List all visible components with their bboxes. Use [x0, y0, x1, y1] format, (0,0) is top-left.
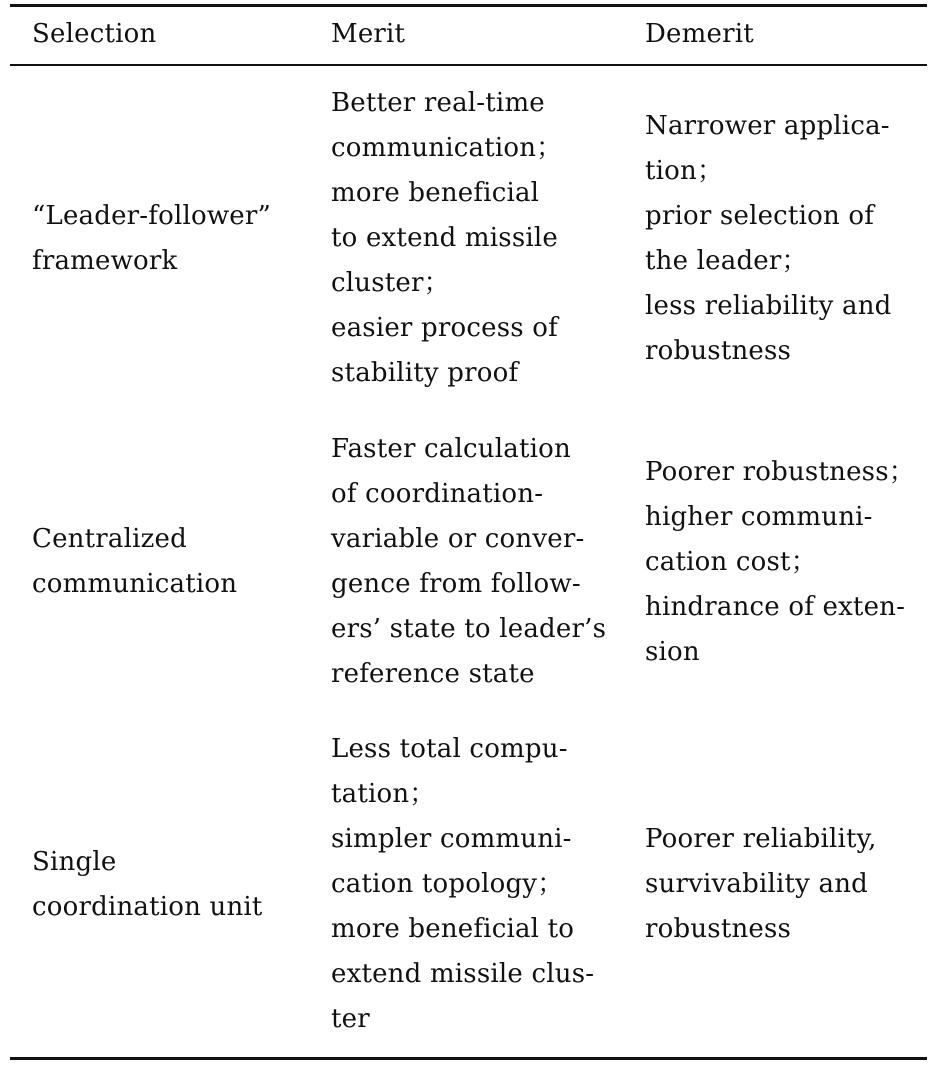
- row-3-demerit: Poorer reliability, survivability and robustness: [645, 824, 877, 944]
- row-2-demerit: Poorer robustness； higher communi- cation cost； hindrance of exten- sion: [645, 457, 915, 667]
- row-2-selection: Centralized communication: [32, 524, 238, 599]
- row-3-merit: Less total compu- tation； simpler communi- cation topology； more beneficial to extend missile clus- ter: [331, 734, 595, 1034]
- row-1-selection: “Leader-follower” framework: [32, 201, 272, 276]
- table-top-rule: [10, 4, 927, 7]
- row-2-merit: Faster calculation of coordination- variable or conver- gence from follow- ers’ state to leader’s reference state: [331, 434, 607, 689]
- header-selection: Selection: [32, 19, 157, 49]
- row-1-merit: Better real-time communication； more beneficial to extend missile cluster； easier process of stability proof: [331, 88, 563, 388]
- header-merit: Merit: [331, 19, 406, 49]
- table-bottom-rule: [10, 1057, 927, 1060]
- row-1-demerit: Narrower applica- tion； prior selection of the leader； less reliability and robustness: [645, 111, 892, 366]
- header-demerit: Demerit: [645, 19, 754, 49]
- row-3-selection: Single coordination unit: [32, 847, 263, 922]
- table-header-rule: [10, 64, 927, 66]
